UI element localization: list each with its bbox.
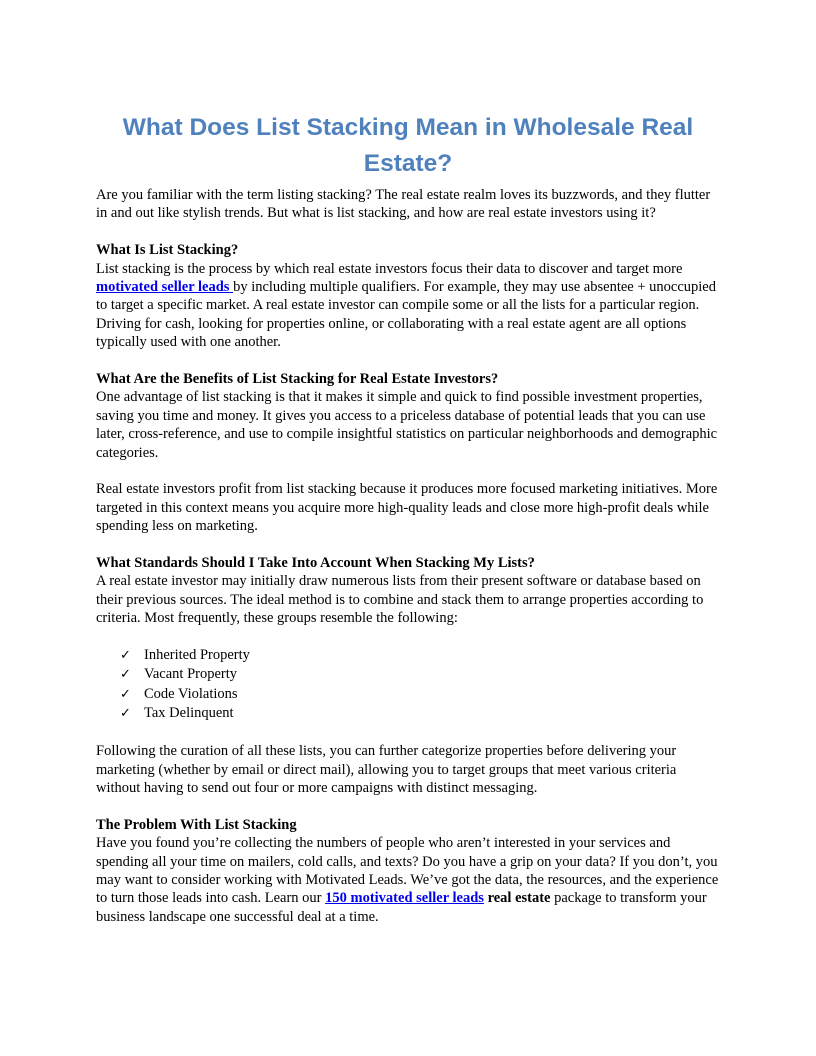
benefits-paragraph-2: Real estate investors profit from list stacking because it produces more focused marketing initiatives. More targeted in this context means you acquire more high-quality leads and close more high-profit deals while spending less on marketing. <box>96 481 718 535</box>
section-standards <box>96 554 720 628</box>
section-heading: The Problem With List Stacking <box>96 816 297 833</box>
page-title: What Does List Stacking Mean in Wholesale Real Estate? <box>122 114 694 177</box>
list-item-label: Vacant Property <box>144 666 238 683</box>
criteria-checklist <box>96 646 720 724</box>
list-item <box>120 646 720 665</box>
motivated-seller-leads-link[interactable]: motivated seller leads <box>96 279 234 296</box>
list-item <box>120 704 720 723</box>
list-item-label: Tax Delinquent <box>144 705 234 722</box>
list-item-label: Inherited Property <box>144 647 250 664</box>
section-heading: What Standards Should I Take Into Account When Stacking My Lists? <box>96 555 535 572</box>
real-estate-bold-text: real estate <box>487 890 551 907</box>
list-item <box>120 665 720 684</box>
checkmark-icon: ✓ <box>120 648 131 664</box>
body-text: Have you found you’re collecting the numbers of people who aren’t interested in your services and spending all your time on mailers, cold calls, and texts? Do you have a grip on your data? If you don’t, you may want to consider working with Motivated Leads. We’ve got the data, the resources, and the experience to turn those leads into cash. Learn our <box>96 835 719 907</box>
list-item <box>120 685 720 704</box>
section-benefits <box>96 370 720 462</box>
section-problem <box>96 816 720 926</box>
checkmark-icon: ✓ <box>120 706 131 722</box>
150-motivated-seller-leads-link[interactable]: 150 motivated seller leads <box>325 890 484 907</box>
body-text: List stacking is the process by which real estate investors focus their data to discover and target more <box>96 260 683 277</box>
list-item-label: Code Violations <box>144 685 238 702</box>
body-text: by including multiple qualifiers. For example, they may use absentee + unoccupied to target a specific market. A real estate investor can compile some or all the lists for a particular region. Driving for cash, looking for properties online, or collaborating with a real estate agent are all options typically used with one another. <box>96 279 716 351</box>
standards-followup-paragraph: Following the curation of all these lists, you can further categorize properties before delivering your marketing (whether by email or direct mail), allowing you to target groups that meet various criteria without having to send out four or more campaigns with distinct messaging. <box>96 743 677 796</box>
section-heading: What Are the Benefits of List Stacking for Real Estate Investors? <box>96 371 499 388</box>
intro-paragraph: Are you familiar with the term listing stacking? The real estate realm loves its buzzwords, and they flutter in and out like stylish trends. But what is list stacking, and how are real estate investors using it? <box>96 187 711 222</box>
body-text: One advantage of list stacking is that it makes it simple and quick to find possible investment properties, saving you time and money. It gives you access to a priceless database of potential leads that you can use later, cross-reference, and use to compile insightful statistics on particular neighborhoods and demographic categories. <box>96 389 718 461</box>
section-what-is-list-stacking <box>96 241 720 351</box>
checkmark-icon: ✓ <box>120 667 131 683</box>
checkmark-icon: ✓ <box>120 686 131 702</box>
body-text: package to transform your business landscape one successful deal at a time. <box>96 890 707 925</box>
section-heading: What Is List Stacking? <box>96 242 239 259</box>
body-text: A real estate investor may initially draw numerous lists from their present software or database based on their previous sources. The ideal method is to combine and stack them to arrange properties according to criteria. Most frequently, these groups resemble the following: <box>96 573 704 627</box>
